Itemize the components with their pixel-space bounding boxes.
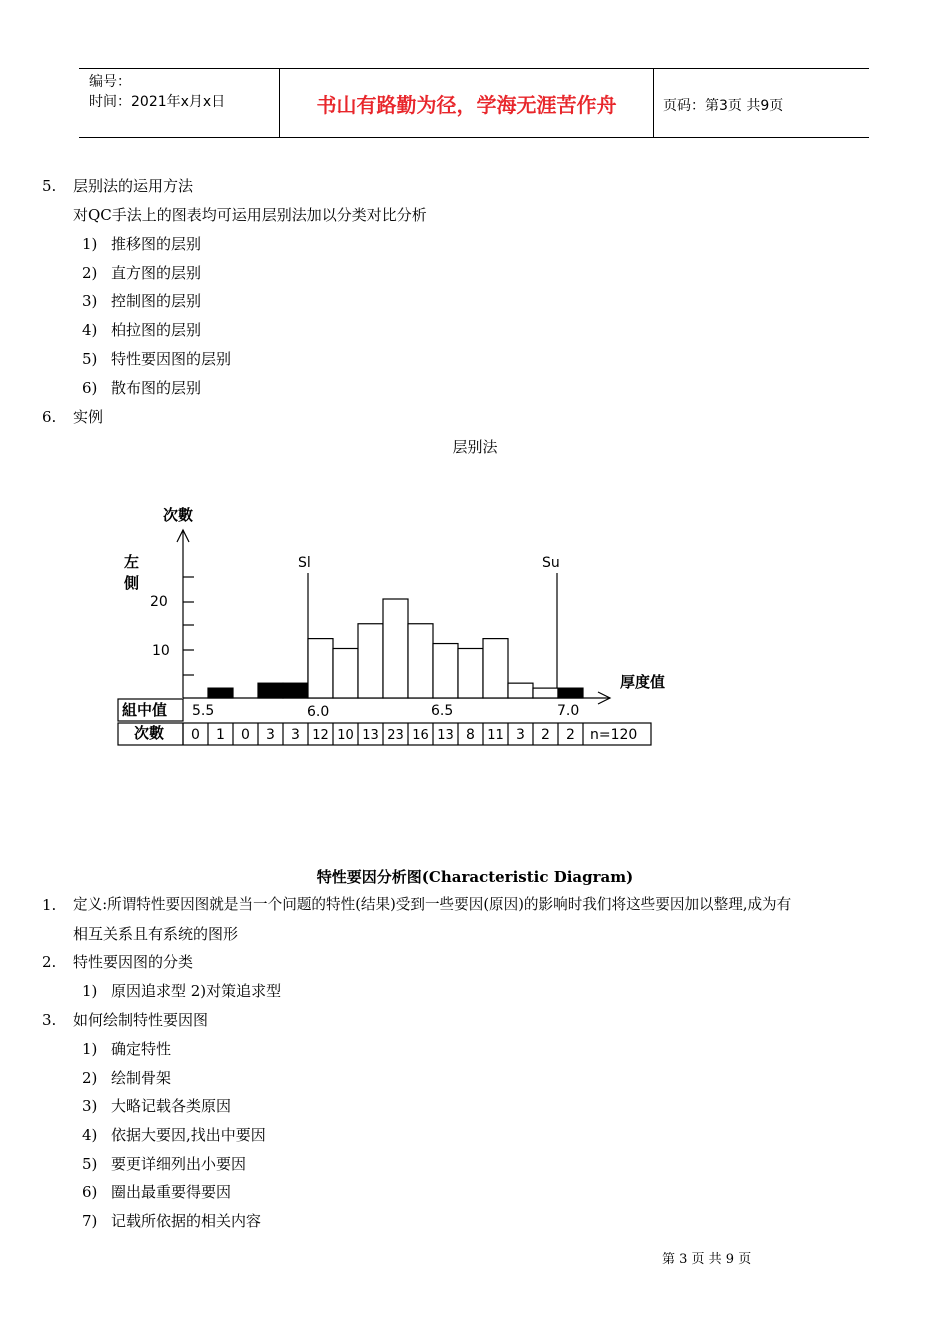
list-item-number: 2) bbox=[82, 264, 98, 282]
histogram-bar bbox=[308, 639, 333, 698]
list-item: 绘制骨架 bbox=[111, 1069, 172, 1087]
row2-label: 次數 bbox=[134, 724, 165, 742]
page-header bbox=[79, 68, 869, 138]
section-6-title: 实例 bbox=[73, 408, 104, 426]
stratification-histogram bbox=[0, 495, 950, 760]
count-cell: 23 bbox=[387, 728, 404, 743]
list-item-number: 1) bbox=[82, 235, 98, 253]
count-cell: 0 bbox=[191, 727, 200, 743]
list-item: 原因追求型 2)对策追求型 bbox=[111, 982, 282, 1000]
section-5-title: 层别法的运用方法 bbox=[73, 177, 194, 195]
definition-line-2: 相互关系且有系统的图形 bbox=[73, 925, 239, 943]
side-label-2: 側 bbox=[124, 574, 140, 592]
total-count-label: n=120 bbox=[590, 727, 638, 743]
y-tick-label: 10 bbox=[152, 643, 170, 659]
count-cell: 16 bbox=[412, 728, 429, 743]
count-cell: 1 bbox=[216, 727, 225, 743]
how-to-title: 如何绘制特性要因图 bbox=[73, 1011, 209, 1029]
sl-label: Sl bbox=[298, 555, 311, 571]
list-item: 记载所依据的相关内容 bbox=[111, 1212, 262, 1230]
list-item: 大略记载各类原因 bbox=[111, 1097, 232, 1115]
count-cell: 11 bbox=[487, 728, 504, 743]
list-item: 确定特性 bbox=[111, 1040, 172, 1058]
list-item-number: 4) bbox=[82, 1126, 98, 1144]
list-item: 柏拉图的层别 bbox=[111, 321, 202, 339]
header-motto: 书山有路勤为径，学海无涯苦作舟 bbox=[316, 92, 617, 117]
paragraph-number: 1. bbox=[42, 896, 57, 914]
count-cell: 0 bbox=[241, 727, 250, 743]
count-cell: 3 bbox=[516, 727, 525, 743]
count-cell: 2 bbox=[566, 727, 575, 743]
count-cell: 13 bbox=[437, 728, 454, 743]
side-label-1: 左 bbox=[124, 553, 140, 571]
x-tick-label: 6.5 bbox=[431, 703, 454, 719]
count-cell: 13 bbox=[362, 728, 379, 743]
count-cell: 12 bbox=[312, 728, 329, 743]
histogram-bar bbox=[333, 649, 358, 699]
list-item: 推移图的层别 bbox=[111, 235, 202, 253]
list-item-number: 3) bbox=[82, 1097, 98, 1115]
list-item-number: 6) bbox=[82, 379, 98, 397]
x-tick-label: 5.5 bbox=[192, 703, 215, 719]
list-item-number: 1) bbox=[82, 1040, 98, 1058]
list-item-number: 6) bbox=[82, 1183, 98, 1201]
histogram-bar bbox=[458, 649, 483, 699]
time-label: 时间：2021年x月x日 bbox=[89, 94, 226, 110]
section-6-number: 6. bbox=[42, 408, 57, 426]
list-item: 圈出最重要得要因 bbox=[111, 1183, 232, 1201]
paragraph-number: 3. bbox=[42, 1011, 57, 1029]
header-left-cell bbox=[79, 69, 280, 137]
histogram-bar bbox=[208, 688, 233, 698]
histogram-bar bbox=[558, 688, 583, 698]
paragraph-number: 2. bbox=[42, 953, 57, 971]
histogram-bar bbox=[258, 683, 283, 698]
serial-label: 编号： bbox=[89, 74, 131, 90]
x-tick-label: 7.0 bbox=[557, 703, 580, 719]
su-label: Su bbox=[542, 555, 560, 571]
list-item: 控制图的层别 bbox=[111, 292, 202, 310]
page-info: 页码：第3页 共9页 bbox=[663, 98, 784, 114]
count-cell: 8 bbox=[466, 727, 475, 743]
x-tick-label: 6.0 bbox=[307, 704, 330, 720]
list-item-number: 1) bbox=[82, 982, 98, 1000]
histogram-bar bbox=[358, 624, 383, 698]
histogram-bar bbox=[533, 688, 558, 698]
histogram-bar bbox=[483, 639, 508, 698]
count-cell: 2 bbox=[541, 727, 550, 743]
list-item-number: 7) bbox=[82, 1212, 98, 1230]
section-5-intro: 对QC手法上的图表均可运用层别法加以分类对比分析 bbox=[73, 206, 427, 224]
list-item-number: 5) bbox=[82, 350, 98, 368]
list-item: 特性要因图的层别 bbox=[111, 350, 232, 368]
histogram-bar bbox=[283, 683, 308, 698]
list-item-number: 2) bbox=[82, 1069, 98, 1087]
x-axis-label: 厚度值 bbox=[620, 673, 666, 691]
list-item: 散布图的层别 bbox=[111, 379, 202, 397]
list-item-number: 3) bbox=[82, 292, 98, 310]
chart-caption: 层别法 bbox=[452, 438, 498, 456]
header-right-cell bbox=[653, 69, 870, 137]
list-item: 要更详细列出小要因 bbox=[111, 1155, 247, 1173]
histogram-bar bbox=[508, 683, 533, 698]
list-item: 依据大要因,找出中要因 bbox=[111, 1126, 266, 1144]
page-footer: 第 3 页 共 9 页 bbox=[662, 1252, 752, 1267]
count-cell: 3 bbox=[291, 727, 300, 743]
section-title: 特性要因分析图(Characteristic Diagram) bbox=[316, 868, 634, 886]
row1-label: 組中值 bbox=[122, 701, 168, 719]
y-axis-label: 次數 bbox=[163, 506, 194, 524]
histogram-bar bbox=[433, 644, 458, 698]
list-item: 直方图的层别 bbox=[111, 264, 202, 282]
list-item-number: 4) bbox=[82, 321, 98, 339]
list-item-number: 5) bbox=[82, 1155, 98, 1173]
y-tick-label: 20 bbox=[150, 594, 168, 610]
section-5-number: 5. bbox=[42, 177, 57, 195]
count-cell: 3 bbox=[266, 727, 275, 743]
histogram-bar bbox=[383, 599, 408, 698]
histogram-bar bbox=[408, 624, 433, 698]
count-cell: 10 bbox=[337, 728, 354, 743]
classification-title: 特性要因图的分类 bbox=[73, 953, 194, 971]
definition-line-1: 定义:所谓特性要因图就是当一个问题的特性(结果)受到一些要因(原因)的影响时我们将这些要因加以整理,成为有 bbox=[73, 896, 792, 913]
